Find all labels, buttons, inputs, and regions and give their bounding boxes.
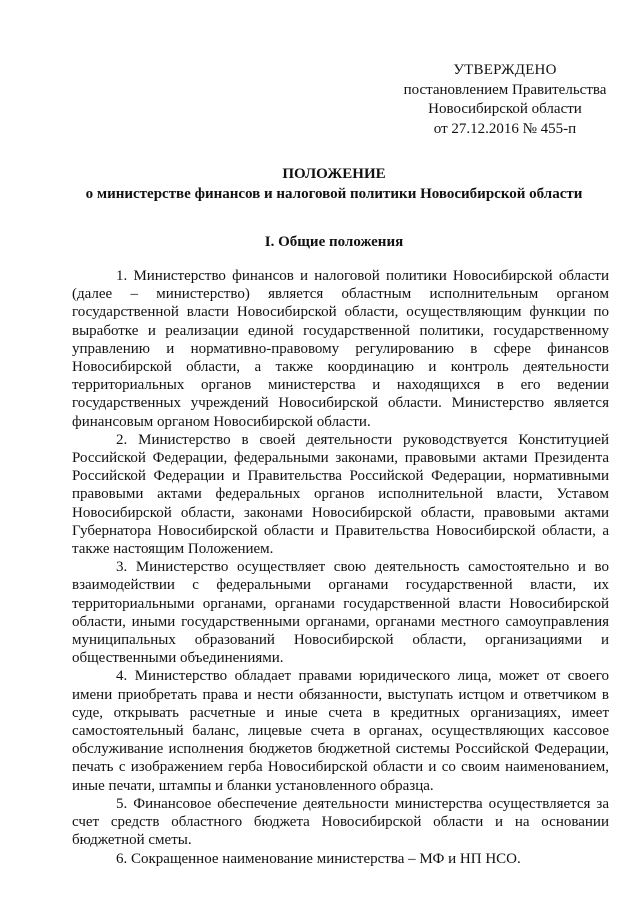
paragraph-1: 1. Министерство финансов и налоговой политики Новосибирской области (далее – министерство) является областным исполнительным органом государственной власти Новосибирской области, осуществляющим функции по выработке и реализации единой государственной политики, государственному управлению и нормативно-правовому регулированию в сфере финансов Новосибирской области, а также координацию и контроль деятельности территориальных органов министерства и находящихся в его ведении государственных учреждений Новосибирской области. Министерство является финансовым органом Новосибирской области. [72, 268, 609, 430]
paragraph-3: 3. Министерство осуществляет свою деятельность самостоятельно и во взаимодействии с федеральными органами государственной власти, их территориальными органами, органами государственной власти Новосибирской области, иными государственными органами, органами местного самоуправления муниципальных образований Новосибирской области, организациями и общественными объединениями. [72, 559, 609, 667]
approval-date-number: от 27.12.2016 № 455-п [433, 120, 577, 137]
paragraph-2: 2. Министерство в своей деятельности руководствуется Конституцией Российской Федерации, федеральными законами, правовыми актами Президента Российской Федерации и Правительства Российской Федерации, нормативными правовыми актами федеральных органов исполнительной власти, Уставом Новосибирской области, законами Новосибирской области, правовыми актами Губернатора Новосибирской области и Правительства Новосибирской области, а также настоящим Положением. [72, 431, 609, 558]
paragraph-4: 4. Министерство обладает правами юридического лица, может от своего имени приобретать права и нести обязанности, выступать истцом и ответчиком в суде, открывать расчетные и иные счета в кредитных организациях, имеет самостоятельный баланс, лицевые счета в органах, осуществляющих кассовое обслуживание исполнения бюджетов бюджетной системы Российской Федерации, печать с изображением герба Новосибирской области и со своим наименованием, иные печати, штампы и бланки установленного образца. [72, 668, 609, 794]
approval-stamp [398, 61, 612, 139]
paragraph-5: 5. Финансовое обеспечение деятельности министерства осуществляется за счет средств областного бюджета Новосибирской области и на основании бюджетной сметы. [72, 795, 609, 849]
paragraph-6: 6. Сокращенное наименование министерства – МФ и НП НСО. [116, 850, 521, 867]
document-body [72, 267, 609, 868]
approval-decree-type: постановлением Правительства [403, 81, 607, 98]
document-title: ПОЛОЖЕНИЕ [282, 166, 386, 182]
document-subtitle: о министерстве финансов и налоговой политики Новосибирской области [85, 186, 583, 202]
approval-status: УТВЕРЖДЕНО [453, 62, 557, 78]
document-title-block [60, 164, 608, 204]
approval-authority: Новосибирской области [428, 101, 582, 117]
section-heading: I. Общие положения [264, 234, 404, 250]
